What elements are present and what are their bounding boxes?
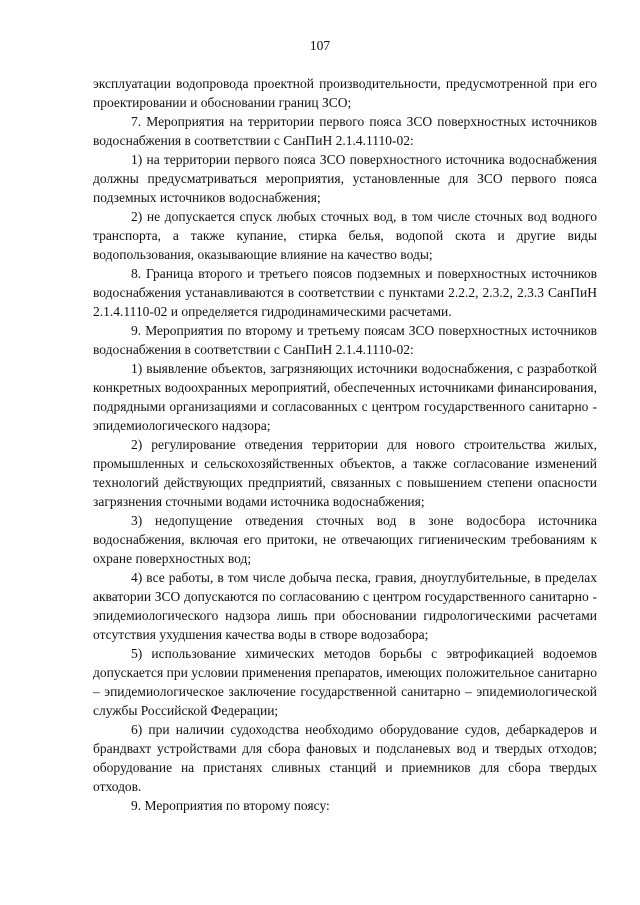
- page-number: 107: [309, 38, 331, 53]
- paragraph-item-8: 8. Граница второго и третьего поясов подземных и поверхностных источников водоснабжения устанавливаются в соответствии с пунктами 2.2.2, 2.3.2, 2.3.3 СанПиН 2.1.4.1110-02 и определяется гидродинамическими расчетами.: [93, 266, 597, 319]
- paragraph-subitem-9-6: 6) при наличии судоходства необходимо оборудование судов, дебаркадеров и брандвахт устройствами для сбора фановых и подсланевых вод и твердых отходов; оборудование на пристанях сливных станций и приемников для сбора твердых отходов.: [93, 722, 597, 794]
- paragraph-subitem-9-1: 1) выявление объектов, загрязняющих источники водоснабжения, с разработкой конкретных водоохранных мероприятий, обеспеченных источниками финансирования, подрядными организациями и согласованных с центром государственного санитарно - эпидемиологического надзора;: [93, 361, 597, 433]
- paragraph-item-7: 7. Мероприятия на территории первого пояса ЗСО поверхностных источников водоснабжения в соответствии с СанПиН 2.1.4.1110-02:: [93, 114, 597, 148]
- paragraph-subitem-9-5: 5) использование химических методов борьбы с эвтрофикацией водоемов допускается при условии применения препаратов, имеющих положительное санитарно – эпидемиологическое заключение государственной санитарно – эпидемиологической службы Российской Федерации;: [93, 646, 597, 718]
- paragraph-subitem-9-4: 4) все работы, в том числе добыча песка, гравия, дноуглубительные, в пределах акватории ЗСО допускаются по согласованию с центром государственного санитарно - эпидемиологического надзора лишь при обосновании гидрологическими расчетами отсутствия ухудшения качества воды в створе водозабора;: [93, 570, 597, 642]
- paragraph-continuation: эксплуатации водопровода проектной производительности, предусмотренной при его проектировании и обосновании границ ЗСО;: [93, 76, 597, 110]
- paragraph-subitem-9-3: 3) недопущение отведения сточных вод в зоне водосбора источника водоснабжения, включая его притоки, не отвечающих гигиеническим требованиям к охране поверхностных вод;: [93, 513, 597, 566]
- paragraph-subitem-9-2: 2) регулирование отведения территории для нового строительства жилых, промышленных и сельскохозяйственных объектов, а также согласование изменений технологий действующих предприятий, связанных с повышением степени опасности загрязнения сточными водами источника водоснабжения;: [93, 437, 597, 509]
- paragraph-subitem-7-2: 2) не допускается спуск любых сточных вод, в том числе сточных вод водного транспорта, а также купание, стирка белья, водопой скота и другие виды водопользования, оказывающие влияние на качество воды;: [93, 209, 597, 262]
- paragraph-item-9: 9. Мероприятия по второму и третьему поясам ЗСО поверхностных источников водоснабжения в соответствии с СанПиН 2.1.4.1110-02:: [93, 323, 597, 357]
- paragraph-item-9-second-belt: 9. Мероприятия по второму поясу:: [131, 798, 330, 813]
- paragraph-subitem-7-1: 1) на территории первого пояса ЗСО поверхностного источника водоснабжения должны предусматриваться мероприятия, установленные для ЗСО первого пояса подземных источников водоснабжения;: [93, 152, 597, 205]
- document-body: [93, 74, 597, 815]
